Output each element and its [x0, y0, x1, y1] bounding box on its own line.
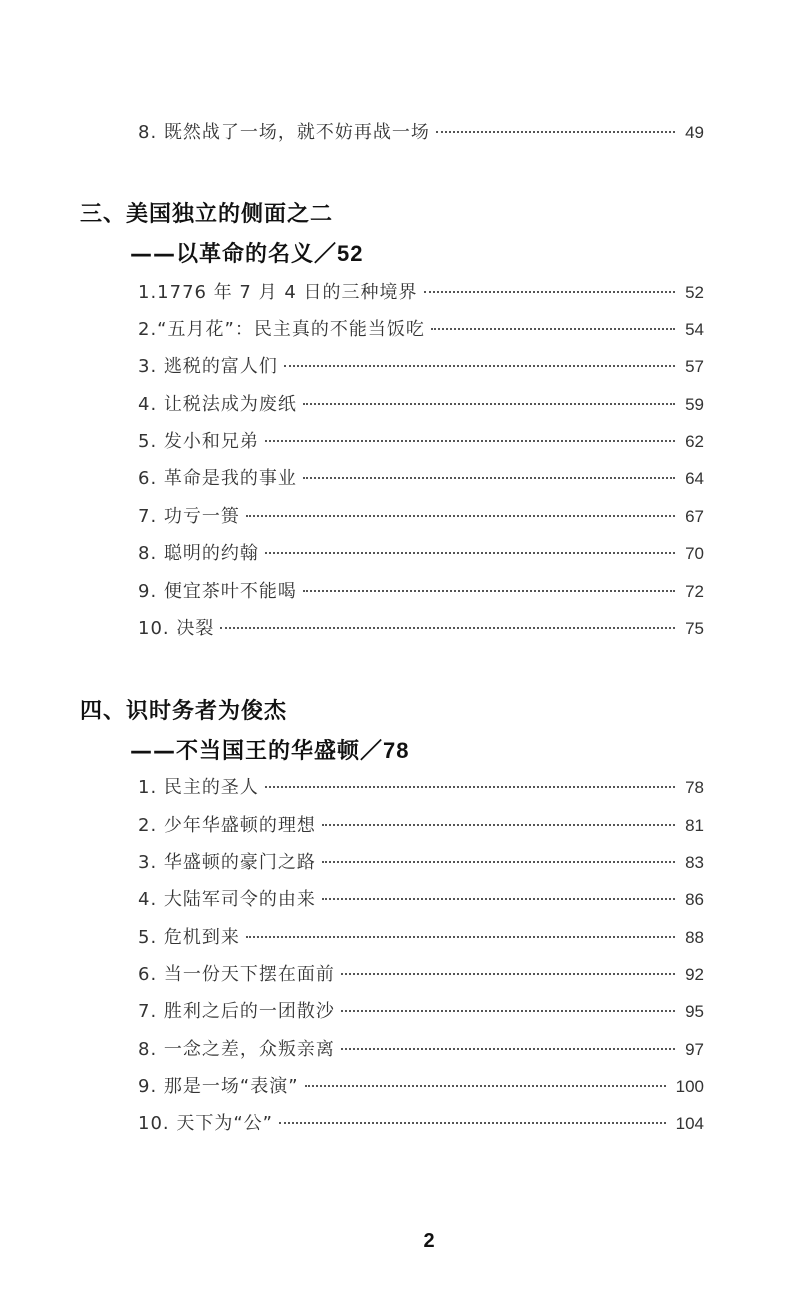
toc-entry[interactable]: [138, 118, 704, 148]
toc-entry[interactable]: [138, 352, 704, 382]
toc-entry-label: 8. 一念之差，众叛亲离: [138, 1039, 335, 1060]
toc-entry[interactable]: [138, 960, 704, 990]
toc-entry[interactable]: [138, 997, 704, 1027]
section-subtitle-text: ——以革命的名义／: [130, 242, 338, 267]
dot-leader: [322, 898, 675, 900]
toc-entry-page: 75: [685, 619, 704, 638]
toc-entry-page: 59: [685, 395, 704, 414]
toc-entry[interactable]: [138, 577, 704, 607]
toc-entry-page: 64: [685, 469, 704, 488]
toc-entry[interactable]: [138, 315, 704, 345]
dot-leader: [246, 936, 675, 938]
toc-entry[interactable]: [138, 773, 704, 803]
toc-entry-page: 67: [685, 507, 704, 526]
dot-leader: [424, 291, 676, 293]
toc-entry-label: 8. 聪明的约翰: [138, 543, 259, 564]
dot-leader: [246, 515, 675, 517]
dot-leader: [220, 627, 675, 629]
toc-entry[interactable]: [138, 1109, 704, 1139]
toc-entry-page: 81: [685, 816, 704, 835]
toc-entry-page: 92: [685, 965, 704, 984]
toc-entry-page: 52: [685, 283, 704, 302]
toc-entry-page: 78: [685, 778, 704, 797]
toc-entry[interactable]: [138, 427, 704, 457]
toc-entry-label: 9. 便宜茶叶不能喝: [138, 581, 297, 602]
toc-entry-page: 70: [685, 544, 704, 563]
toc-entry-page: 88: [685, 928, 704, 947]
dot-leader: [341, 1048, 675, 1050]
toc-entry-label: 10. 天下为“公”: [138, 1113, 273, 1134]
toc-entry[interactable]: [138, 539, 704, 569]
section-title: 三、美国独立的侧面之二: [80, 202, 334, 227]
toc-entry-page: 72: [685, 582, 704, 601]
toc-entry[interactable]: [138, 1035, 704, 1065]
dot-leader: [284, 365, 675, 367]
toc-entry-page: 95: [685, 1002, 704, 1021]
toc-entry[interactable]: [138, 278, 704, 308]
dot-leader: [436, 131, 675, 133]
section-subtitle-page: 52: [337, 241, 364, 266]
section-subtitle: [130, 237, 364, 268]
toc-entry-label: 5. 发小和兄弟: [138, 431, 259, 452]
toc-entry-label: 5. 危机到来: [138, 927, 240, 948]
toc-entry[interactable]: [138, 885, 704, 915]
toc-entry[interactable]: [138, 1072, 704, 1102]
toc-entry-label: 4. 让税法成为废纸: [138, 394, 297, 415]
dot-leader: [265, 552, 675, 554]
toc-entry-page: 97: [685, 1040, 704, 1059]
toc-entry-page: 49: [685, 123, 704, 142]
dot-leader: [303, 590, 675, 592]
toc-entry-label: 10. 决裂: [138, 618, 215, 639]
toc-entry[interactable]: [138, 811, 704, 841]
toc-entry-label: 6. 当一份天下摆在面前: [138, 964, 335, 985]
toc-entry-label: 2.“五月花”：民主真的不能当饭吃: [138, 319, 425, 340]
toc-entry[interactable]: [138, 923, 704, 953]
toc-entry-page: 100: [675, 1077, 704, 1096]
toc-entry[interactable]: [138, 614, 704, 644]
section-subtitle-page: 78: [383, 738, 410, 763]
toc-entry-label: 6. 革命是我的事业: [138, 468, 297, 489]
toc-entry-page: 54: [685, 320, 704, 339]
toc-entry-label: 7. 胜利之后的一团散沙: [138, 1001, 335, 1022]
toc-entry-label: 8. 既然战了一场，就不妨再战一场: [138, 122, 430, 143]
toc-entry[interactable]: [138, 464, 704, 494]
toc-entry-label: 3. 逃税的富人们: [138, 356, 278, 377]
dot-leader: [322, 824, 675, 826]
toc-entry-label: 3. 华盛顿的豪门之路: [138, 852, 316, 873]
dot-leader: [265, 440, 675, 442]
toc-entry-page: 83: [685, 853, 704, 872]
toc-entry-label: 7. 功亏一篑: [138, 506, 240, 527]
toc-entry[interactable]: [138, 390, 704, 420]
toc-entry-label: 9. 那是一场“表演”: [138, 1076, 299, 1097]
toc-entry-label: 2. 少年华盛顿的理想: [138, 815, 316, 836]
toc-entry-page: 86: [685, 890, 704, 909]
dot-leader: [305, 1085, 666, 1087]
dot-leader: [341, 1010, 675, 1012]
toc-entry-page: 62: [685, 432, 704, 451]
toc-entry-label: 1. 民主的圣人: [138, 777, 259, 798]
toc-entry[interactable]: [138, 502, 704, 532]
toc-entry-page: 57: [685, 357, 704, 376]
dot-leader: [431, 328, 675, 330]
toc-entry-page: 104: [675, 1114, 704, 1133]
dot-leader: [279, 1122, 666, 1124]
dot-leader: [303, 477, 675, 479]
section-subtitle: [130, 734, 410, 765]
dot-leader: [265, 786, 675, 788]
dot-leader: [322, 861, 675, 863]
toc-entry-label: 1.1776 年 7 月 4 日的三种境界: [138, 282, 418, 303]
toc-entry[interactable]: [138, 848, 704, 878]
toc-entry-label: 4. 大陆军司令的由来: [138, 889, 316, 910]
section-subtitle-text: ——不当国王的华盛顿／: [130, 739, 384, 764]
page-number: 2: [423, 1230, 435, 1252]
section-title: 四、识时务者为俊杰: [80, 699, 288, 724]
dot-leader: [341, 973, 675, 975]
dot-leader: [303, 403, 675, 405]
